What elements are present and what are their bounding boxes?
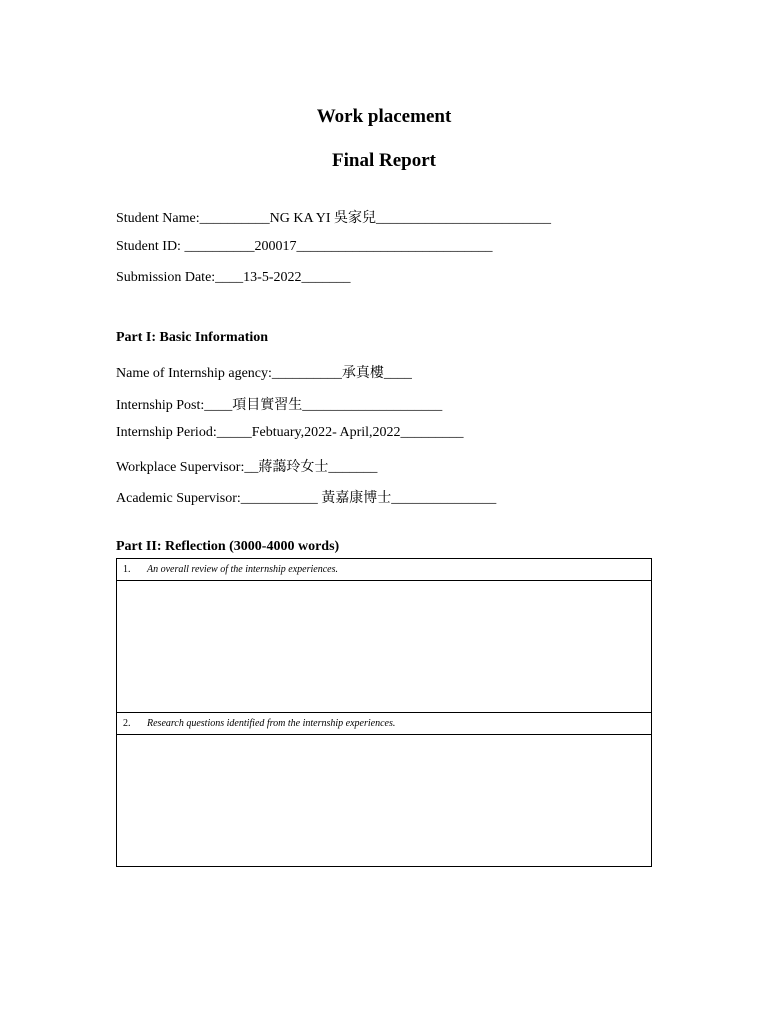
question-1-text: An overall review of the internship experiences. (147, 564, 338, 575)
agency-label: Name of Internship agency: (116, 366, 272, 381)
reflection-table (116, 558, 652, 867)
student-id-label: Student ID: (116, 239, 185, 254)
student-id-value: __________200017____________________________ (184, 239, 493, 254)
agency-value: __________承真樓____ (271, 366, 412, 381)
academic-supervisor-value: ___________ 黃嘉康博士_______________ (240, 491, 497, 506)
document-title: Work placement (316, 106, 452, 127)
document-subtitle: Final Report (332, 150, 436, 171)
agency-line (116, 362, 412, 382)
workplace-supervisor-label: Workplace Supervisor: (116, 460, 245, 475)
student-name-label: Student Name: (116, 211, 200, 226)
post-label: Internship Post: (116, 398, 205, 413)
question-2-number: 2. (123, 718, 131, 729)
student-name-value: __________NG KA YI 吳家兒_________________________ (199, 211, 552, 226)
student-name-line (116, 207, 551, 227)
part1-heading: Part I: Basic Information (116, 330, 269, 345)
answer-2-box[interactable] (117, 735, 652, 867)
workplace-supervisor-value: __蔣藹玲女士_______ (244, 460, 378, 475)
question-2-text: Research questions identified from the internship experiences. (147, 718, 396, 729)
period-label: Internship Period: (116, 425, 217, 440)
period-value: _____Febtuary,2022- April,2022_________ (216, 425, 464, 440)
workplace-supervisor-line (116, 456, 377, 476)
answer-1-box[interactable] (117, 581, 652, 713)
question-1 (117, 559, 652, 581)
submission-date-line (116, 270, 351, 286)
academic-supervisor-label: Academic Supervisor: (116, 491, 241, 506)
academic-supervisor-line (116, 487, 496, 507)
period-line (116, 425, 464, 441)
question-1-number: 1. (123, 564, 131, 575)
submission-date-value: ____13-5-2022_______ (215, 270, 351, 285)
post-line (116, 394, 442, 414)
post-value: ____項目實習生____________________ (204, 398, 443, 413)
question-2 (117, 713, 652, 735)
submission-date-label: Submission Date: (116, 270, 216, 285)
student-id-line (116, 239, 492, 255)
part2-heading: Part II: Reflection (3000-4000 words) (116, 539, 340, 554)
